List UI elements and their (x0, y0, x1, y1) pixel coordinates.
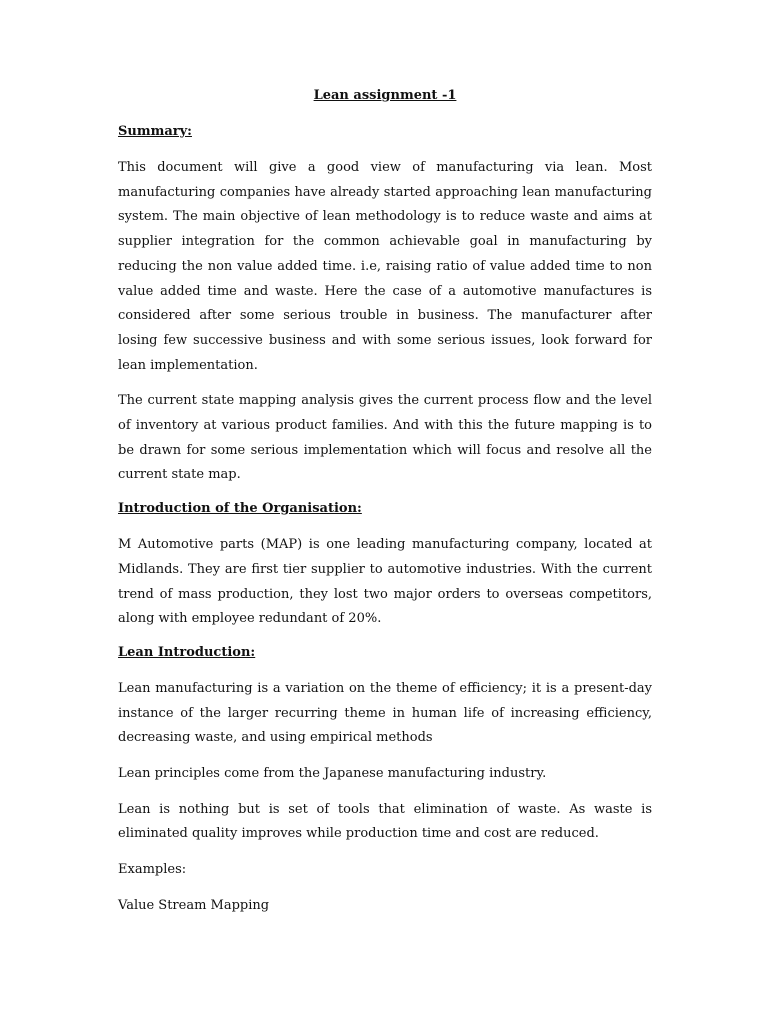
lean-paragraph-1: Lean manufacturing is a variation on the theme of efficiency; it is a present-day instance of the larger recurring theme in human life of increasing efficiency, decreasing waste, and using empirical methods (118, 680, 652, 746)
lean-paragraph-2: Lean principles come from the Japanese manufacturing industry. (118, 766, 547, 782)
lean-introduction-heading: Lean Introduction: (118, 644, 256, 660)
document-title: Lean assignment -1 (313, 88, 457, 103)
organisation-heading: Introduction of the Organisation: (118, 501, 362, 517)
organisation-paragraph: M Automotive parts (MAP) is one leading manufacturing company, located at Midlands. They are first tier supplier to automotive industries. With the current trend of mass production, they lost two major orders to overseas competitors, along with employee redundant of 20%. (118, 537, 652, 627)
lean-paragraph-3: Lean is nothing but is set of tools that elimination of waste. As waste is eliminated quality improves while production time and cost are reduced. (118, 801, 652, 842)
summary-paragraph-2: The current state mapping analysis gives the current process flow and the level of inventory at various product families. And with this the future mapping is to be drawn for some serious implementation which will focus and resolve all the current state map. (118, 393, 652, 483)
example-item-value-stream-mapping: Value Stream Mapping (118, 897, 270, 913)
summary-paragraph-1: This document will give a good view of manufacturing via lean. Most manufacturing companies have already started approaching lean manufacturing system. The main objective of lean methodology is to reduce waste and aims at supplier integration for the common achievable goal in manufacturing by reducing the non value added time. i.e, raising ratio of value added time to non value added time and waste. Here the case of a automotive manufactures is considered after some serious trouble in business. The manufacturer after losing few successive business and with some serious issues, look forward for lean implementation. (118, 160, 652, 373)
examples-label: Examples: (118, 862, 187, 878)
summary-heading: Summary: (118, 124, 192, 139)
